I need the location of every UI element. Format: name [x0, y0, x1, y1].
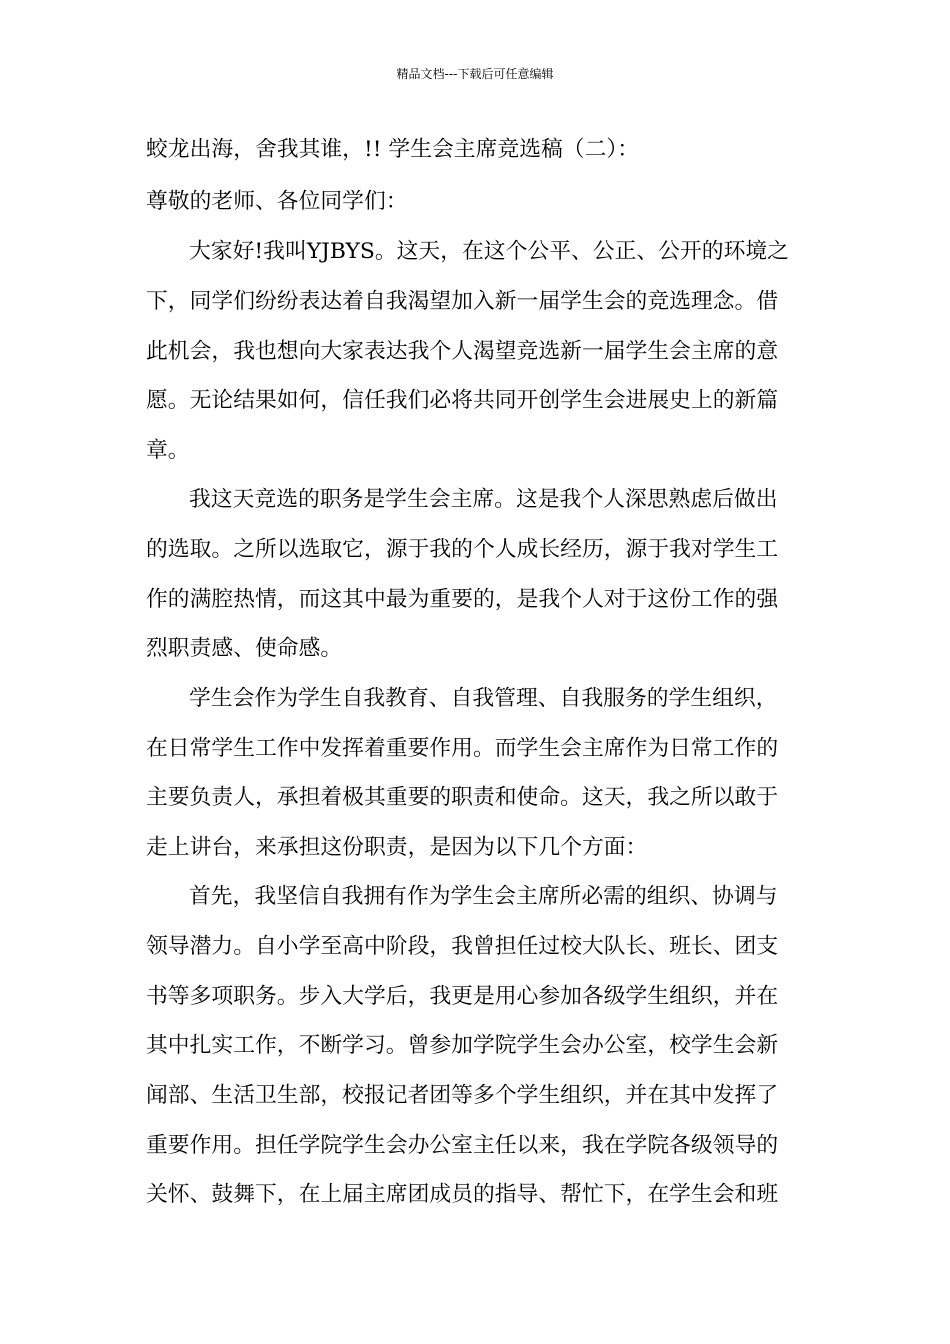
text-line: 烈职责感、使命感。 [146, 636, 343, 661]
text-line: 在日常学生工作中发挥着重要作用。而学生会主席作为日常工作的 [146, 736, 779, 761]
text-line: 走上讲台，来承担这份职责，是因为以下几个方面： [146, 835, 648, 860]
text-line: 下，同学们纷纷表达着自我渴望加入新一届学生会的竞选理念。借 [146, 289, 779, 314]
text-line: 学生会作为学生自我教育、自我管理、自我服务的学生组织， [189, 686, 778, 711]
text-line: 愿。无论结果如何，信任我们必将共同开创学生会进展史上的新篇 [146, 388, 779, 413]
text-line: 首先，我坚信自我拥有作为学生会主席所必需的组织、协调与 [189, 884, 778, 909]
text-line: 大家好!我叫YJBYS。这天，在这个公平、公正、公开的环境之 [189, 239, 789, 264]
text-line: 的选取。之所以选取它，源于我的个人成长经历，源于我对学生工 [146, 537, 779, 562]
text-line: 书等多项职务。步入大学后，我更是用心参加各级学生组织，并在 [146, 984, 779, 1009]
text-line: 主要负责人，承担着极其重要的职责和使命。这天，我之所以敢于 [146, 785, 779, 810]
text-line: 重要作用。担任学院学生会办公室主任以来，我在学院各级领导的 [146, 1133, 779, 1158]
salutation-line: 尊敬的老师、各位同学们： [146, 189, 408, 214]
text-line: 章。 [146, 438, 190, 463]
text-line: 作的满腔热情，而这其中最为重要的，是我个人对于这份工作的强 [146, 587, 779, 612]
text-line: 此机会，我也想向大家表达我个人渴望竞选新一届学生会主席的意 [146, 339, 779, 364]
text-line: 我这天竞选的职务是学生会主席。这是我个人深思熟虑后做出 [189, 487, 778, 512]
text-line: 关怀、鼓舞下，在上届主席团成员的指导、帮忙下，在学生会和班 [146, 1182, 779, 1207]
text-line: 其中扎实工作，不断学习。曾参加学院学生会办公室，校学生会新 [146, 1033, 779, 1058]
title-line: 蛟龙出海，舍我其谁，!! 学生会主席竞选稿（二）： [146, 137, 640, 162]
page-header: 精品文档---下载后可任意编辑 [396, 67, 554, 81]
text-line: 领导潜力。自小学至高中阶段，我曾担任过校大队长、班长、团支 [146, 934, 779, 959]
text-line: 闻部、生活卫生部，校报记者团等多个学生组织，并在其中发挥了 [146, 1083, 779, 1108]
